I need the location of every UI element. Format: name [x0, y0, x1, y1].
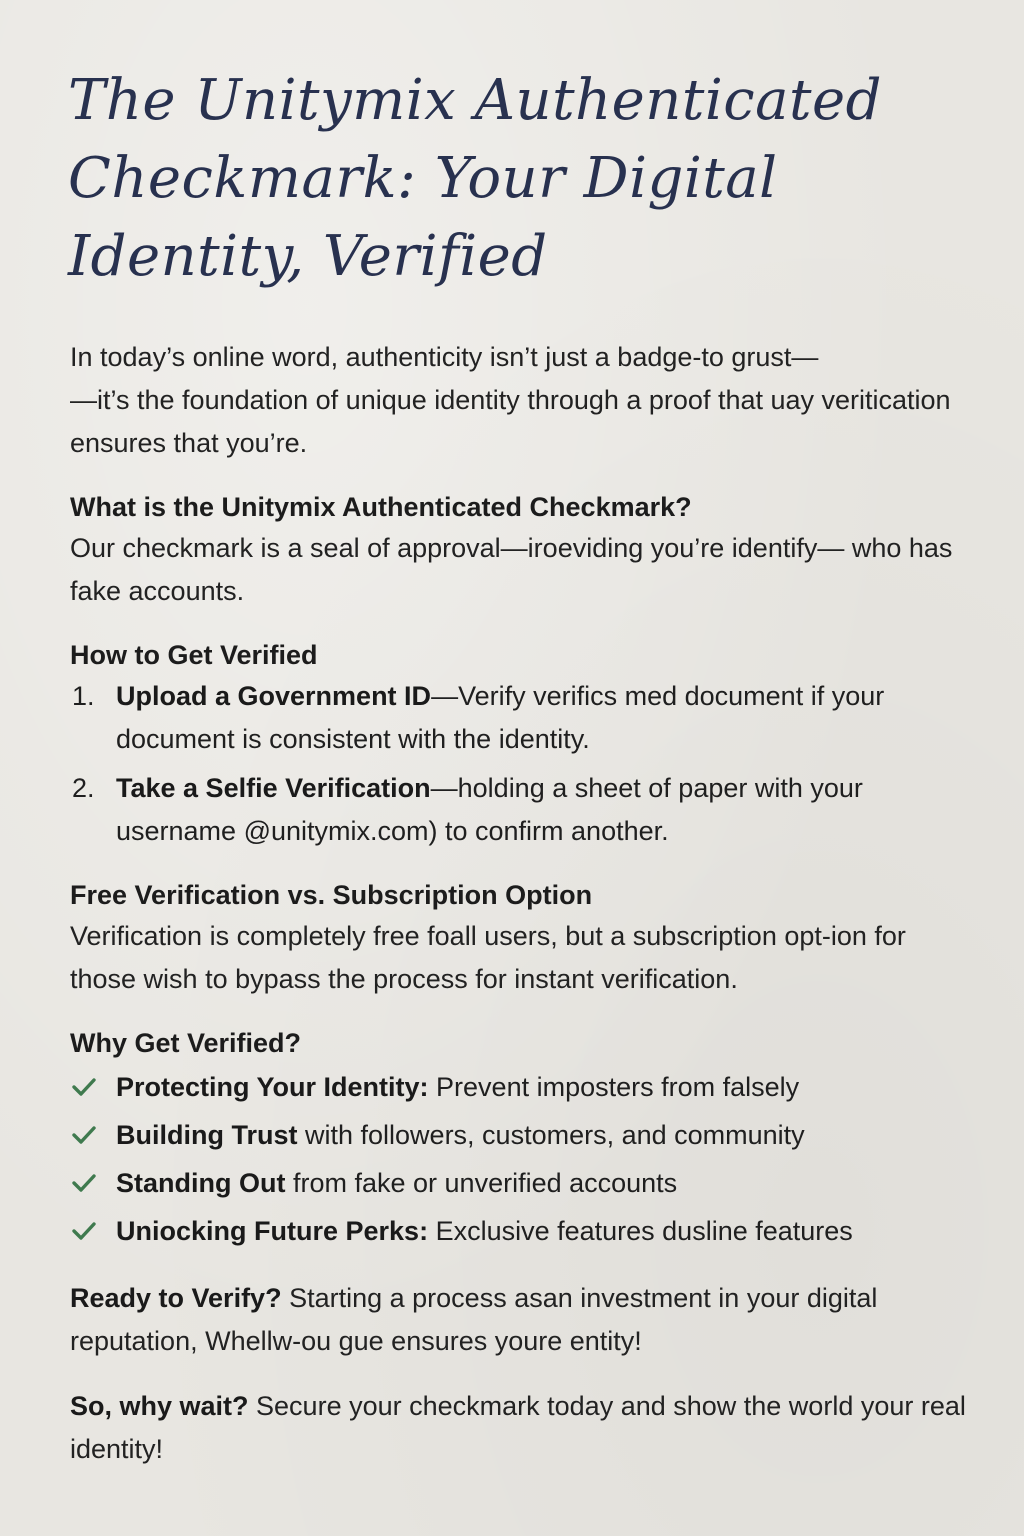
checkmark-icon	[70, 1121, 98, 1149]
step-item	[70, 675, 970, 761]
cta-text: Secure your checkmark today and show the world your real identity!	[70, 1391, 966, 1464]
step-title: Take a Selfie Verification	[116, 773, 431, 803]
checkmark-icon	[70, 1073, 98, 1101]
step-title: Upload a Government ID	[116, 681, 432, 711]
benefit-text: Prevent imposters from falsely	[428, 1072, 800, 1102]
section-free	[70, 875, 970, 1001]
cta-lead: So, why wait?	[70, 1391, 249, 1421]
section-how	[70, 635, 970, 853]
step-text: —holding a sheet of paper with your username @unitymix.com) to confirm another.	[116, 773, 863, 846]
ready-paragraph	[70, 1277, 970, 1363]
cta-paragraph	[70, 1385, 970, 1471]
benefit-title: Protecting Your Identity:	[116, 1072, 429, 1102]
benefit-title: Building Trust	[116, 1120, 298, 1150]
benefits-list	[70, 1063, 970, 1255]
section-why	[70, 1023, 970, 1255]
section-body-free: Verification is completely free foall users, but a subscription opt-ion for those wish to bypass the process for instant verification.	[70, 921, 906, 994]
document-body	[70, 336, 970, 1471]
section-what	[70, 487, 970, 613]
section-heading-free: Free Verification vs. Subscription Option	[70, 880, 593, 910]
step-number: 2.	[72, 773, 95, 803]
step-number: 1.	[72, 681, 95, 711]
intro-paragraph: In today’s online word, authenticity isn’t just a badge-to grust— —it’s the foundation of unique identity through a proof that uay veritication ensures that you’re.	[70, 342, 951, 458]
ready-text: Starting a process asan investment in your digital reputation, Whellw-ou gue ensures youre entity!	[70, 1283, 878, 1356]
benefit-title: Standing Out	[116, 1168, 286, 1198]
page-title: The Unitymix Authenticated Checkmark: Your Digital Identity, Verified	[68, 68, 883, 289]
benefit-text: Exclusive features dusline features	[428, 1216, 853, 1246]
section-heading-why: Why Get Verified?	[70, 1028, 302, 1058]
step-text: —Verify verifics med document if your document is consistent with the identity.	[116, 681, 885, 754]
ready-lead: Ready to Verify?	[70, 1283, 282, 1313]
benefit-title: Uniocking Future Perks:	[116, 1216, 429, 1246]
benefit-text: with followers, customers, and community	[297, 1120, 805, 1150]
benefit-item	[70, 1159, 970, 1207]
section-heading-what: What is the Unitymix Authenticated Checkmark?	[70, 492, 692, 522]
checkmark-icon	[70, 1169, 98, 1197]
benefit-item	[70, 1207, 970, 1255]
steps-list	[70, 675, 970, 853]
step-item	[70, 767, 970, 853]
benefit-item	[70, 1063, 970, 1111]
checkmark-icon	[70, 1217, 98, 1245]
section-heading-how: How to Get Verified	[70, 640, 318, 670]
section-body-what: Our checkmark is a seal of approval—iroeviding you’re identify— who has fake accounts.	[70, 533, 953, 606]
benefit-text: from fake or unverified accounts	[285, 1168, 678, 1198]
benefit-item	[70, 1111, 970, 1159]
